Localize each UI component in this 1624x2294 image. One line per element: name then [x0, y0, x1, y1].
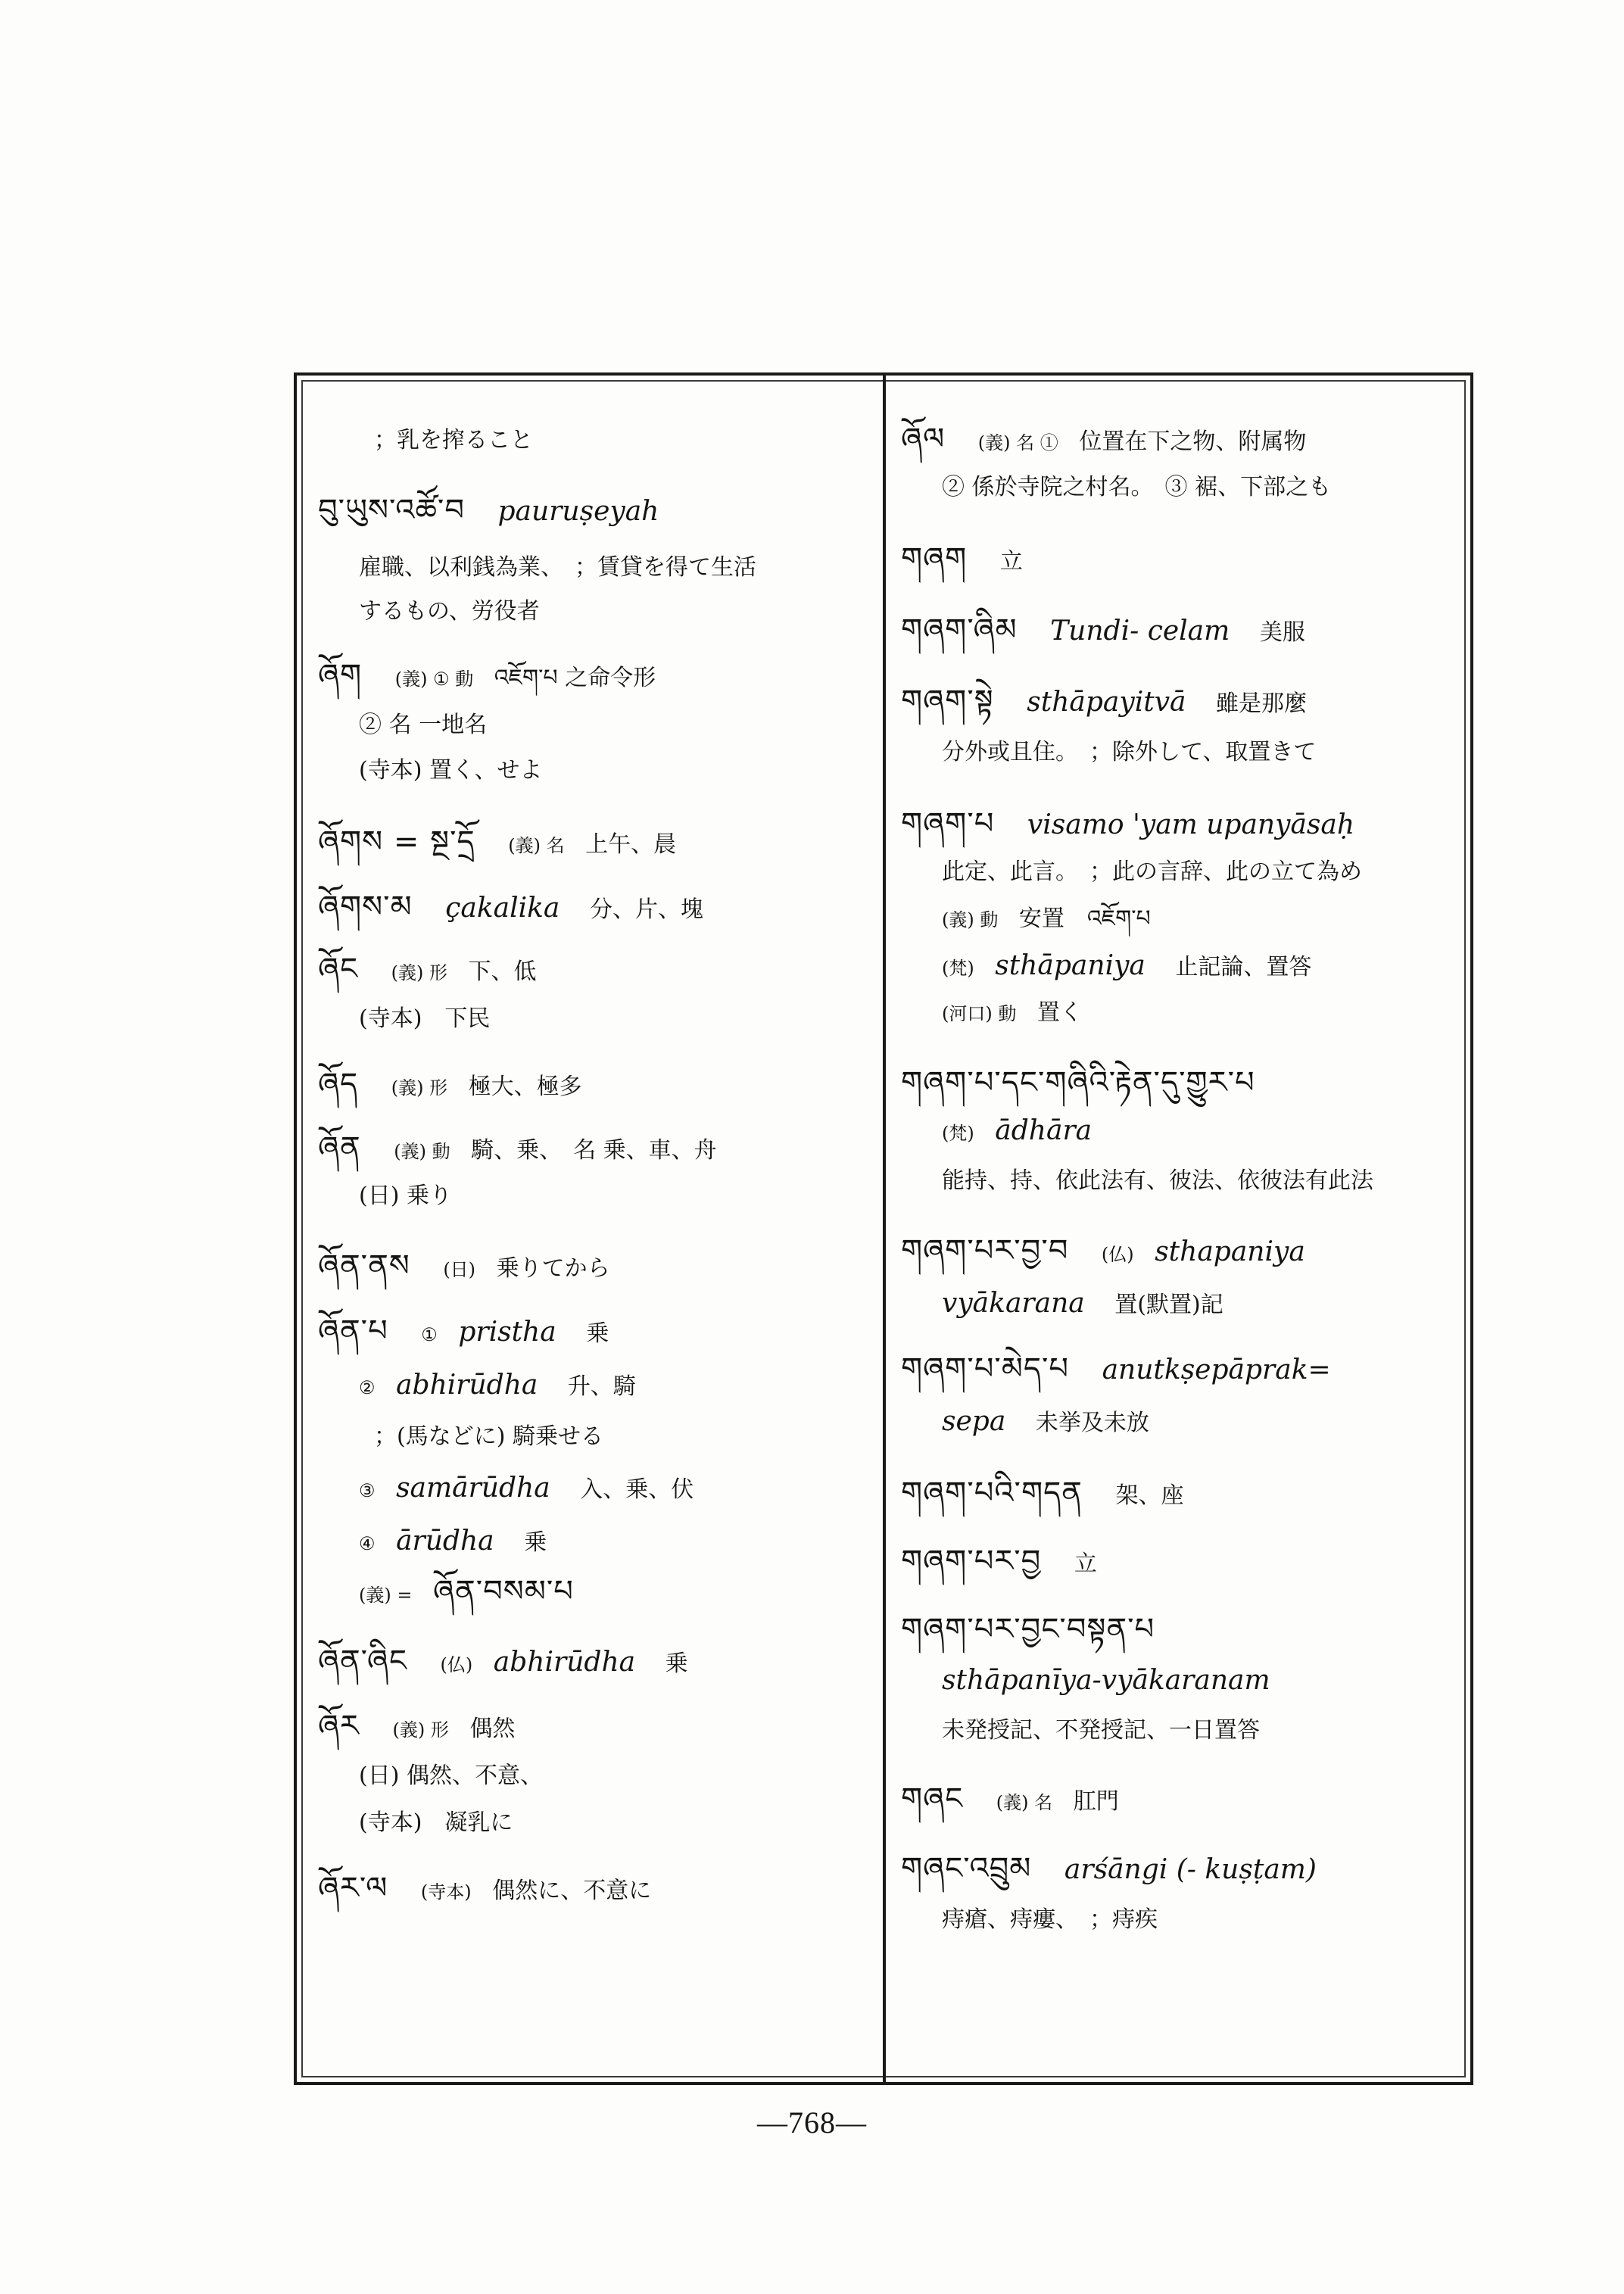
right-entry-headword [901, 1546, 1097, 1579]
tibetan-headword: ཞོན [318, 1130, 361, 1165]
sanskrit-term: sthapaniya [1155, 1236, 1305, 1267]
gloss: 立 [1074, 1551, 1097, 1577]
sanskrit-term: sthāpayitvā [1027, 687, 1186, 718]
right-line-9 [901, 904, 1151, 935]
sanskrit-term: abhirūdha [493, 1647, 636, 1678]
tibetan-headword: གཞང [901, 1781, 964, 1816]
tibetan-headword: ཞོར [318, 1709, 360, 1744]
right-entry-headword [901, 541, 1023, 577]
right-line-6 [901, 737, 1316, 768]
left-line-17 [318, 1370, 636, 1403]
sanskrit-term: pauruṣeyah [497, 496, 659, 527]
left-entry-headword [318, 1316, 609, 1350]
gloss: 能持、持、依此法有、彼法、依彼法有此法 [942, 1167, 1373, 1194]
gloss: ② 係於寺院之村名。 ③ 裾、下部之も [942, 474, 1332, 500]
page-number: —768— [757, 2105, 867, 2140]
sanskrit-term: çakalika [445, 893, 560, 924]
right-line-13 [901, 1116, 1114, 1149]
left-line-18 [318, 1422, 603, 1452]
gloss: 分、片、塊 [589, 896, 703, 923]
gloss: 分外或且住。 ；除外して、取置きて [942, 739, 1317, 765]
gloss: 立 [999, 548, 1023, 575]
source-tag: (仏) [1101, 1244, 1134, 1265]
gloss: 乗 [586, 1320, 609, 1347]
gloss: (寺本) 下民 [359, 1005, 491, 1032]
tibetan-headword: གཞག་པ་དང་གཞིའི་རྟེན་དུ་གྱུར་པ [901, 1065, 1255, 1100]
tibetan-headword: ཞོང [318, 952, 359, 986]
left-line-25 [318, 1808, 513, 1838]
gloss: 乗 [665, 1650, 688, 1677]
gloss: 乗りてから [496, 1255, 610, 1282]
right-entry-headword [901, 1853, 1339, 1887]
tibetan-headword: གཞག་པར་བྱ [901, 1544, 1042, 1579]
sense-number: ① [421, 1324, 438, 1345]
gloss: (寺本) 置く、せよ [359, 757, 543, 784]
right-line-11 [901, 998, 1083, 1029]
gloss: 騎、乗、 名 乗、車、舟 [471, 1137, 717, 1164]
gloss: 升、騎 [567, 1373, 636, 1400]
sanskrit-term: samārūdha [396, 1473, 550, 1504]
tibetan-headword: གཞག་པ [901, 806, 995, 841]
grammar-tag: (義) = [359, 1585, 413, 1606]
left-line-6 [318, 710, 487, 740]
right-entry-headword [901, 806, 1377, 842]
sense-number: ③ [359, 1480, 376, 1501]
right-line-14 [901, 1166, 1373, 1196]
gloss: 此定、此言。 ；此の言辞、此の立て為め [942, 859, 1362, 885]
left-entry-headword [318, 1711, 515, 1745]
gloss: ；(馬などに) 騎乗せる [374, 1423, 603, 1450]
tibetan-headword: ཞོན་ནས [318, 1248, 410, 1283]
right-entry-headword [901, 686, 1307, 719]
gloss: 上午、晨 [585, 831, 677, 858]
sanskrit-term: arśāngi (- kuṣṭam) [1064, 1854, 1317, 1885]
grammar-tag: (義) 名 ① [977, 432, 1058, 454]
sanskrit-term: pristha [458, 1317, 556, 1348]
tibetan-headword: ཞོལ [901, 422, 946, 457]
grammar-tag: (義) 名 [996, 1792, 1053, 1813]
gloss: 偶然 [469, 1716, 516, 1742]
sanskrit-term: sthāpaniya [995, 950, 1146, 981]
tibetan-headword: གཞག [901, 541, 968, 576]
right-entry-headword [901, 1351, 1354, 1387]
sanskrit-term: sepa [942, 1406, 1006, 1437]
tibetan-headword: ཞོག [318, 658, 363, 693]
left-line-3 [318, 553, 756, 583]
gloss: 置く [1036, 999, 1083, 1026]
source-tag: (梵) [942, 1123, 974, 1144]
gloss: འཇོག་པ 之命令形 [494, 665, 656, 691]
gloss: (日) 乗り [359, 1183, 452, 1209]
tibetan-headword: གཞག་ཞིམ [901, 612, 1018, 647]
right-entry-headword [901, 1478, 1184, 1511]
sanskrit-term: Tundi- celam [1050, 616, 1230, 647]
right-line-18 [901, 1407, 1149, 1438]
tibetan-headword: གཞག་པར་བྱང་བསྟན་པ [901, 1612, 1155, 1647]
tibetan-headword: ཞོན་ཞིང [318, 1644, 407, 1678]
sanskrit-term: vyākarana [942, 1288, 1085, 1319]
sanskrit-term: visamo 'yam upanyāsaḥ [1027, 809, 1355, 840]
sense-number: ④ [359, 1533, 376, 1554]
grammar-tag: (義) 形 [391, 1077, 448, 1099]
source-tag: (河口) 動 [942, 1003, 1017, 1024]
sense-number: ② [359, 1377, 376, 1398]
left-entry-headword [318, 1873, 651, 1907]
left-line-14 [318, 1181, 452, 1211]
right-line-2 [901, 472, 1331, 503]
right-entry-headword [901, 1614, 1180, 1647]
sanskrit-term: sthāpanīya-vyākaranam [942, 1665, 1270, 1696]
tibetan-headword: ཞོན་བསམ་པ [433, 1574, 574, 1609]
left-line-1 [318, 425, 533, 456]
left-entry-headword [318, 495, 681, 528]
left-line-24 [318, 1761, 543, 1791]
grammar-tag: (義) 形 [391, 962, 447, 983]
left-entry-headword [318, 1646, 688, 1680]
grammar-tag: (義) 動 [394, 1141, 450, 1162]
gloss: (寺本) 凝乳に [359, 1809, 513, 1836]
gloss: 雖是那麼 [1216, 690, 1308, 717]
left-entry-headword [318, 1130, 717, 1167]
right-entry-headword [901, 1065, 1281, 1101]
gloss: 雇職、以利銭為業、 ；賃貸を得て生活 [359, 554, 756, 581]
tibetan-headword: ཞོད [318, 1067, 359, 1102]
right-line-16 [901, 1289, 1223, 1320]
gloss: 偶然に、不意に [492, 1878, 652, 1904]
gloss: 置(默置)記 [1114, 1292, 1223, 1318]
left-line-11 [318, 1004, 490, 1034]
right-line-23 [901, 1716, 1260, 1746]
gloss: するもの、労役者 [359, 598, 540, 625]
gloss: ；乳を搾ること [374, 427, 533, 454]
sanskrit-term: abhirūdha [396, 1370, 538, 1401]
gloss: 下、低 [468, 958, 537, 985]
grammar-tag: (日) [443, 1259, 476, 1280]
left-entry-headword [318, 824, 677, 861]
right-entry-headword [901, 1233, 1328, 1270]
right-line-8 [901, 857, 1362, 887]
left-entry-headword [318, 954, 537, 988]
gloss: 位置在下之物、附属物 [1079, 429, 1307, 455]
right-entry-headword [901, 424, 1306, 458]
tibetan-headword: བུ་ཡུས་འཚོ་བ [318, 493, 465, 528]
right-line-10 [901, 951, 1311, 983]
tibetan-headword: ཞོར་ལ [318, 1871, 388, 1906]
left-line-20 [318, 1526, 547, 1559]
tibetan-headword: ཞོགས་མ [318, 890, 413, 924]
left-line-21 [318, 1576, 600, 1610]
grammar-tag: (義) 動 [942, 909, 999, 930]
grammar-tag: (義) ① 動 [394, 669, 474, 690]
source-tag: (寺本) [420, 1881, 472, 1903]
column-divider [883, 376, 886, 2082]
gloss: (日) 偶然、不意、 [359, 1763, 543, 1789]
tibetan-headword: གཞག་པའི་གདན [901, 1476, 1083, 1510]
source-tag: (梵) [942, 958, 974, 979]
left-entry-headword [318, 660, 656, 694]
gloss: 架、座 [1115, 1482, 1184, 1509]
gloss: 極大、極多 [468, 1074, 582, 1100]
grammar-tag: (義) 名 [508, 835, 565, 856]
left-entry-headword [318, 1069, 582, 1103]
gloss: 未挙及未放 [1035, 1410, 1149, 1436]
source-tag: (仏) [440, 1654, 473, 1675]
sanskrit-term: ārūdha [396, 1526, 494, 1557]
gloss: ② 名 一地名 [359, 712, 488, 738]
grammar-tag: (義) 形 [392, 1719, 449, 1741]
tibetan-headword: གཞག་པར་བྱ་བ [901, 1233, 1069, 1268]
tibetan-headword: ཞོགས = སྔ་དྲོ [318, 824, 475, 859]
left-entry-headword [318, 1248, 610, 1285]
right-line-22 [901, 1666, 1293, 1697]
left-line-4 [318, 597, 540, 627]
right-line-26 [901, 1905, 1158, 1935]
tibetan-headword: ཞོན་པ [318, 1314, 388, 1348]
gloss: 入、乗、伏 [580, 1476, 694, 1503]
tibetan-headword: གཞག་པ་མེད་པ [901, 1351, 1070, 1386]
gloss: 美服 [1259, 619, 1305, 646]
sanskrit-term: anutkṣepāprak= [1102, 1354, 1331, 1385]
gloss: 痔瘡、痔瘻、 ；痔疾 [942, 1906, 1158, 1933]
gloss: 肛門 [1073, 1788, 1119, 1815]
tibetan-headword: གཞང་འབྲུམ [901, 1851, 1032, 1886]
left-line-7 [318, 756, 542, 786]
gloss: 安置 འཇོག་པ [1018, 905, 1151, 932]
sanskrit-term: ādhāra [995, 1115, 1093, 1146]
tibetan-headword: གཞག་སྟེ [901, 684, 994, 718]
gloss: 乗 [524, 1529, 547, 1556]
gloss: 未発授記、不発授記、一日置答 [942, 1717, 1260, 1744]
gloss: 止記論、置答 [1175, 954, 1312, 980]
right-entry-headword [901, 612, 1305, 648]
left-line-19 [318, 1473, 694, 1506]
right-entry-headword [901, 1781, 1119, 1818]
left-entry-headword [318, 892, 703, 925]
